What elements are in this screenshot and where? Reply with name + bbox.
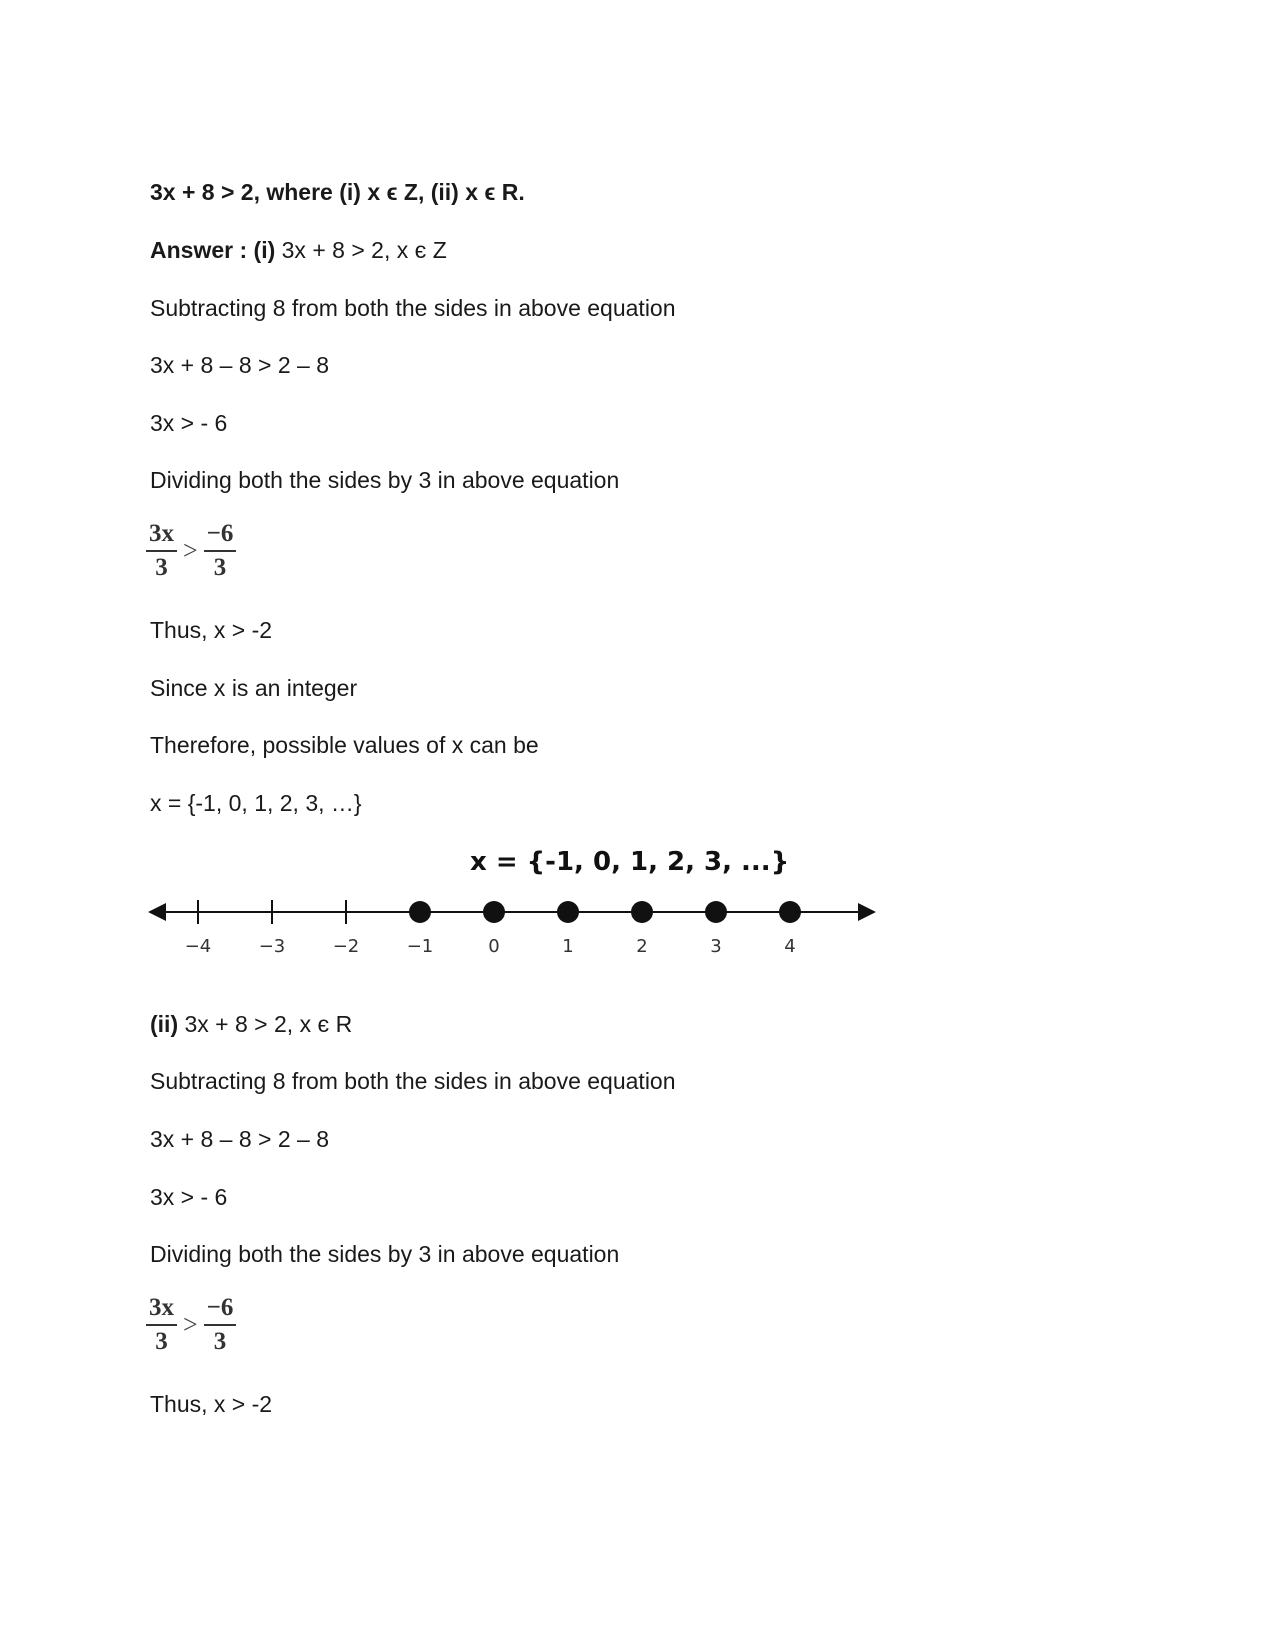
fraction-denominator: 3 [213,1328,227,1355]
fraction-inequality [146,1292,236,1358]
solution-point [483,901,505,923]
answer-heading [150,236,447,264]
tick-label: 3 [710,936,722,957]
part-i-statement: 3x + 8 > 2, x є Z [281,237,447,263]
fraction-numerator: 3x [149,520,174,547]
tick-label: −2 [332,936,360,957]
fraction-numerator: 3x [149,1294,174,1321]
fraction-lhs [146,518,177,584]
therefore-text: Therefore, possible values of x can be [150,732,539,758]
part-i-label: (i) [253,237,276,263]
tick-label: 1 [562,936,574,957]
step-text: Subtracting 8 from both the sides in above equation [150,295,676,321]
fraction-numerator: −6 [206,520,234,547]
question-text: 3x + 8 > 2, where (i) x ϵ Z, (ii) x ϵ R. [150,179,525,205]
part-ii-heading [150,1010,352,1038]
fraction-inequality [146,518,236,584]
fraction-numerator: −6 [206,1294,234,1321]
part-ii-statement: 3x + 8 > 2, x є R [184,1011,353,1037]
step-text: Dividing both the sides by 3 in above equation [150,1241,620,1267]
step-equation: 3x + 8 – 8 > 2 – 8 [150,352,330,378]
fraction-rhs [204,518,237,584]
tick-label: 4 [784,936,796,957]
fraction-denominator: 3 [213,554,227,581]
solution-point [779,901,801,923]
step-equation: 3x + 8 – 8 > 2 – 8 [150,1126,330,1152]
tick-label: −1 [406,936,434,957]
fraction-lhs [146,1292,177,1358]
left-arrow-icon [148,903,166,921]
solution-point [631,901,653,923]
solution-set: x = {-1, 0, 1, 2, 3, …} [150,790,362,816]
conclusion: Thus, x > -2 [150,1391,273,1417]
fraction-denominator: 3 [155,554,168,581]
tick-label: −4 [184,936,212,957]
step-equation: 3x > - 6 [150,410,228,436]
step-equation: 3x > - 6 [150,1184,228,1210]
fraction-rhs [204,1292,237,1358]
fraction-operator: > [183,1310,198,1339]
part-ii-label: (ii) [150,1011,179,1037]
number-line-title: x = {-1, 0, 1, 2, 3, ...} [470,847,790,877]
answer-label: Answer : [150,237,248,263]
step-text: Dividing both the sides by 3 in above equation [150,467,620,493]
number-line-figure [140,840,880,965]
step-text: Subtracting 8 from both the sides in above equation [150,1068,676,1094]
fraction-denominator: 3 [155,1328,168,1355]
integer-note: Since x is an integer [150,675,358,701]
solution-point [409,901,431,923]
solution-point [557,901,579,923]
tick-label: 2 [636,936,648,957]
right-arrow-icon [858,903,876,921]
tick-label: −3 [258,936,286,957]
fraction-operator: > [183,536,198,565]
solution-point [705,901,727,923]
conclusion: Thus, x > -2 [150,617,273,643]
tick-label: 0 [488,936,500,957]
